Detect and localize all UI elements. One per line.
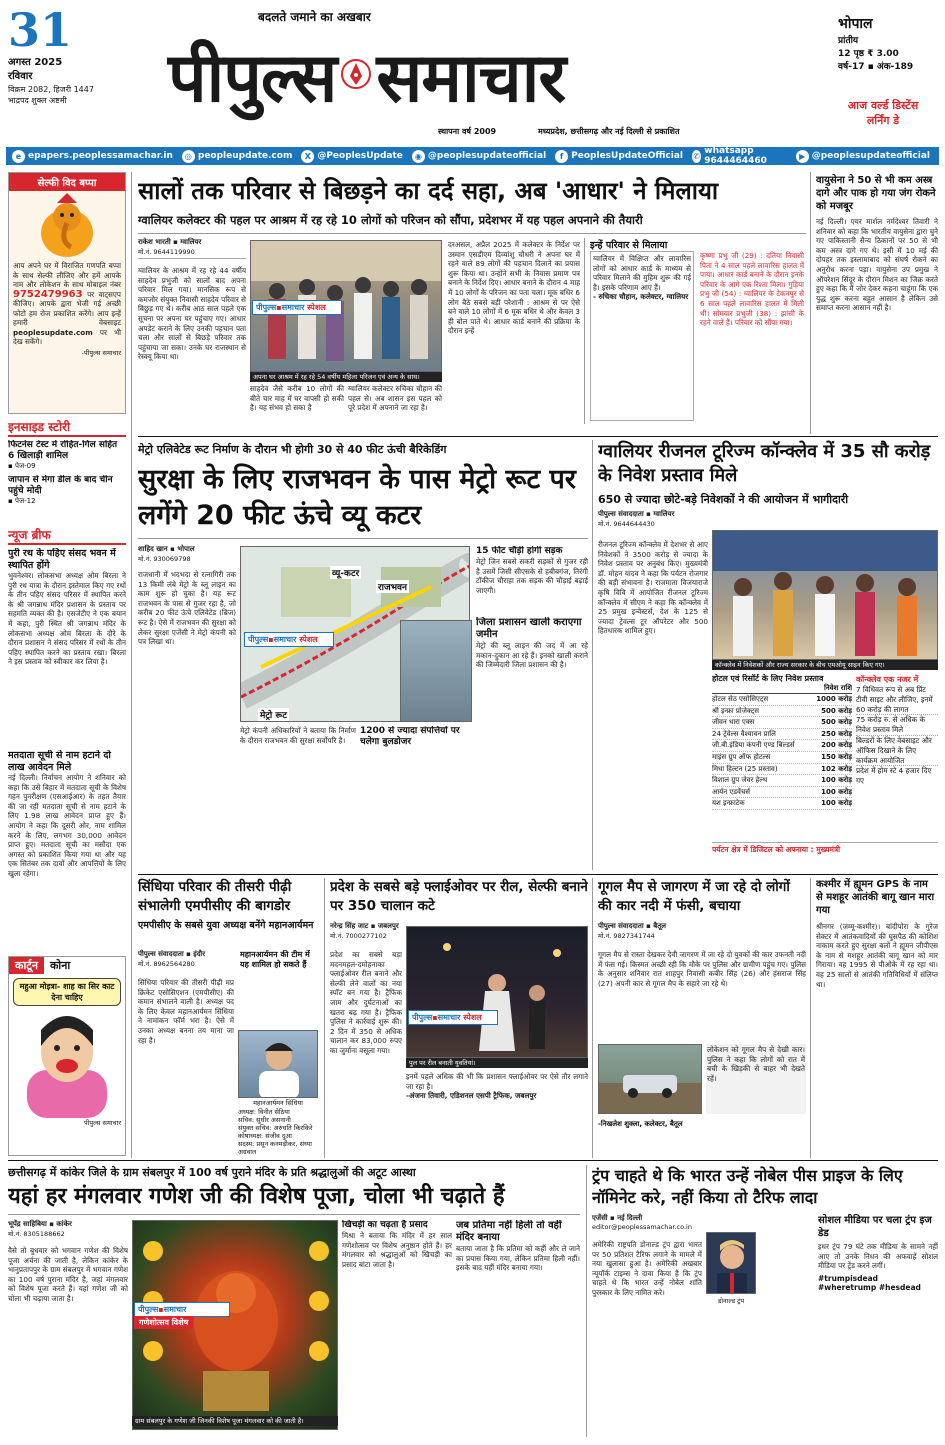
brief-item-title: पुरी रथ के पहिए संसद भवन में स्थापित होंगे <box>8 548 116 571</box>
investment-table-header: निवेश राशि <box>712 684 852 694</box>
google-byline-block <box>598 922 708 940</box>
ganesh-mobile: मो.नं. 8305188662 <box>8 1230 65 1238</box>
founded: स्थापना वर्ष 2009 <box>438 127 497 136</box>
metro-photo <box>400 620 472 722</box>
ganesh-kicker: छत्तीसगढ़ में कांकेर जिले के ग्राम संबलपुर में 100 वर्ष पुराने मंदिर के प्रति श्रद्धालुओं की अटूट आस्था <box>8 1166 416 1179</box>
ganesh-box <box>342 1220 452 1436</box>
social-item[interactable]: ▶ @peoplesupdateofficial <box>796 150 930 163</box>
promo-box <box>828 98 938 128</box>
ganesh-box-2-text: बताया जाता है कि प्रतिमा को कहीं और ले जाने का प्रयास किया गया, लेकिन प्रतिमा हिली नहीं। इसके बाद यहीं मंदिर बनाया गया। <box>456 1244 580 1273</box>
whatsapp-icon: ✆ <box>693 151 700 161</box>
date-day: 31 <box>8 3 73 57</box>
lead-byline-block <box>138 238 246 259</box>
ganesh-box-text: मिश्रा ने बताया कि मंदिर में हर साल गणेशोत्सव पर विशेष अनुष्ठान होते हैं। हर मंगलवार को श्रद्धालुओं को खिचड़ी का प्रसाद बांटा जाता है। <box>342 1231 452 1269</box>
volume: वर्ष-17 ▪ अंक-189 <box>838 62 914 72</box>
social-item[interactable]: X @PeoplesUpdate <box>301 150 403 163</box>
insight-item-page: ▪ पेज-12 <box>8 497 36 505</box>
samvat: विक्रम 2082, हिजरी 1447 <box>8 85 94 94</box>
metro-special-tag: पीपुल्स▪समाचार स्पेशल <box>244 632 334 647</box>
list-item: सदस्य: प्रसून कनमड़ीकर, संध्या अग्रवाल <box>238 1140 312 1156</box>
social-item[interactable]: e epapers.peoplessamachar.in <box>12 150 173 163</box>
youtube-icon: ▶ <box>796 150 809 163</box>
edition-block <box>838 14 938 72</box>
weekday: रविवार <box>8 71 33 82</box>
cartoon-bubble: महुआ मोइत्रा- शाह का सिर काट देना चाहिए <box>13 978 121 1006</box>
metro-bulldozer-block <box>360 726 470 860</box>
scindia-headline: सिंधिया परिवार की तीसरी पीढ़ी संभालेगी एमपीसीए की बागडोर <box>138 879 292 914</box>
reel-credit: -अंजना तिवारी, एडिशनल एसपी ट्रैफिक, जबलपुर <box>406 1091 537 1101</box>
investment-table-title: होटल एवं रिसॉर्ट के लिए निवेश प्रस्ताव <box>712 674 824 683</box>
x-icon: X <box>301 150 314 163</box>
tithi: भाद्रपद शुक्ल अष्टमी <box>8 96 67 105</box>
list-item: प्रदेश में होम स्टे 4 हजार दिए गए <box>856 766 932 786</box>
table-row: यश इन्फ्राटेक 100 करोड़ <box>712 798 852 810</box>
ganesh-text: वैसे तो बुधवार को भगवान गणेश की विशेष पूजा अर्चना की जाती है, लेकिन कांकेर के भानुप्रतापपुर के ग्राम संबलपुर में भगवान गणेश का 100 वर्ष पुराना मंदिर है, जहां मंगलवार को विशेष पूजा करते हैं। यहां गणेश जी को चोला भी चढ़ाया जाता है। <box>8 1246 128 1303</box>
trump-side <box>818 1214 938 1436</box>
lead-col1c: ग्वालियर कलेक्टर रुचिका चौहान की पहल से। अब शासन इस पहल को पूरे प्रदेश में अपनाने जा रहा है। <box>348 384 442 413</box>
social-item[interactable]: ✆ whatsapp 9644464460 <box>693 147 767 165</box>
map-label-rajbhavan: राजभवन <box>376 580 409 593</box>
lead-sidebar <box>590 238 806 424</box>
news-brief <box>8 526 126 946</box>
lead-subhead: ग्वालियर कलेक्टर की पहल पर आश्रम में रह रहे 10 लोगों को परिजन को सौंपा, प्रदेशभर में यह पहल अपनाने की तैयारी <box>138 213 643 227</box>
ganesh-illustration <box>9 191 125 261</box>
selfie-text: आप अपने घर में विराजित गणपति बप्पा के साथ सेल्फी लीजिए और हमें आपके नाम और लोकेशन के साथ मोबाइल नंबर 9752479963 पर वाट्सएप कीजिए। आपके द्वारा भेजी गई अच्छी फोटो हम रोज प्रकाशित करेंगे। आप इन्हें हमारी वेबसाइट peoplesupdate.com पर भी देख सकेंगे। <box>13 261 121 346</box>
list-item: अध्यक्ष: विनीत सेठिया <box>238 1108 290 1116</box>
tagline: बदलते जमाने का अखबार <box>258 10 371 24</box>
metro-side-text-2: मेट्रो की ब्लू लाइन की जद में आ रहे मकान-दुकान आ रहे हैं। इनको खाली कराने की जिम्मेदारी जिला प्रशासन की है। <box>476 641 588 670</box>
scindia-box <box>240 950 318 1030</box>
lead-col2: दरअसल, अप्रैल 2025 में कलेक्टर के निर्देश पर उस्मान एसडीएम दिव्यांशु चौधरी ने अपना घर में रहने वाले 89 लोगों की पहचान दिलाने का प्रयास शुरू किया था। उन्होंने सभी के निवास प्रमाण पत्र बनाने के निर्देश दिए। आधार बनाने के दौरान 4 माह में 10 लोगों के परिजन का पता चला। मूक बधिर 6 लोग बैठे सबसे बड़ी परेशानी : आश्रम से पर ऐसे बने वाले 10 लोगों में 6 मूक बधिर थे और केवल 3 ही बोल पाते थे। आधार कार्ड बनाने की प्रक्रिया के दौरान इन्हें <box>448 240 580 336</box>
social-item[interactable]: f PeoplesUpdateOfficial <box>555 150 683 163</box>
google-text: गूगल मैप से रास्ता देखकर देवी जागरण में जा रहे दो युवकों की कार उफनती नदी में फंस गई। किस्मत अच्छी रही कि मौके पर पुलिस और ग्रामीण पहुंच गए। पुलिस के अनुसार शनिवार रात शाहपुर निवासी कबीर सिंह (26) और हंसराज सिंह (27) अपनी कार से गूगल मैप के सहारे जा रहे थे। <box>598 950 806 988</box>
insight-item-title[interactable]: फिटनेस टेस्ट में रोहित-गिल सहित 6 खिलाड़ी शामिल <box>8 440 118 461</box>
cartoon-credit: पीपुल्स समाचार <box>84 1119 121 1127</box>
trump-email: editor@peoplessamachar.co.in <box>592 1223 692 1231</box>
promo-line-1: आज वर्ल्ड डिस्टेंस <box>847 99 919 112</box>
tourism-byline-block <box>598 510 718 528</box>
lead-mobile: मो.नं. 9644119990 <box>138 247 246 259</box>
list-item: संयुक्त सचिव: अरुंधति किरकिरे <box>238 1124 313 1132</box>
reel-text-2: इनमें पहले अधिक की भी कि प्रशासन फ्लाईओवर पर ऐसे तौर लगाने जा रहा है। -अंजना तिवारी, एडिशनल एसपी ट्रैफिक, जबलपुर <box>406 1072 588 1101</box>
metro-byline-block <box>138 545 236 563</box>
ganesh-box-2 <box>456 1220 580 1436</box>
trump-headline: ट्रंप चाहते थे कि भारत उन्हें नोबेल पीस प्राइज के लिए नॉमिनेट करे, नहीं किया तो टैरिफ लादा <box>592 1166 903 1207</box>
selfie-title: सेल्फी विद बप्पा <box>9 173 125 191</box>
investment-table <box>712 674 852 840</box>
tourism-photo <box>712 530 938 660</box>
reel-byline: नरेन्द्र सिंह जाट ▪ जबलपुर <box>330 922 399 930</box>
list-item: 7 विधिवत रूप से अब प्रिंट टीवी साइट और लीजिए, इनमें 60 करोड़ की लागत <box>856 685 938 715</box>
metro-side-title-2: जिला प्रशासन खाली कराएगा जमीन <box>476 617 582 640</box>
selfie-site: peoplesupdate.com <box>13 327 93 337</box>
cartoon-corner: कोना <box>49 959 71 972</box>
brief-item-text: नई दिल्ली। निर्वाचन आयोग ने शनिवार को कहा कि उसे बिहार में मतदाता सूची के विशेष गहन पुनरीक्षण (एसआईआर) के तहत तैयार की जा रही मतदाता सूची से नाम हटाने के लिए 1.98 लाख आवेदन प्राप्त हुए हैं। आयोग ने कहा कि दूसरी ओर, नाम शामिल करने के लिए, लगभग 30,000 आवेदन प्राप्त हुए। मतदाता सूची का मसौदा एक अगस्त को प्रकाशित किया गया था और यह एक सितंबर तक दावों और आपत्तियों के लिए खुला रहेगा। <box>8 773 126 878</box>
date-block <box>8 3 128 126</box>
cartoon-illustration <box>9 1006 125 1118</box>
date-month: अगस्त 2025 <box>8 57 63 68</box>
social-item[interactable]: ◎ peopleupdate.com <box>182 150 292 163</box>
reel-headline: प्रदेश के सबसे बड़े फ्लाईओवर पर रील, सेल्फी बनाने पर 350 चालान कटे <box>330 879 588 914</box>
metro-bulldozer-title: 1200 से ज्यादा संपत्तियों पर चलेगा बुलडोजर <box>360 726 460 747</box>
cartoon-box <box>8 956 126 1156</box>
metro-side <box>476 546 588 870</box>
tourism-photo-caption: कॉन्क्लेव में निवेशकों और राज्य सरकार के बीच एमओयू साइन किए गए। <box>712 660 938 670</box>
trump-byline-block <box>592 1214 712 1231</box>
reel-special-tag: पीपुल्स▪समाचार स्पेशल <box>408 1010 498 1025</box>
trump-text: अमेरिकी राष्ट्रपति डोनाल्ड ट्रंप द्वारा भारत पर 50 प्रतिशत टैरिफ लगाने के मामले में नया खुलासा हुआ है। अमेरिकी अखबार न्यूयॉर्क टाइम्स ने दावा किया है कि ट्रंप चाहते थे कि भारत उन्हें नोबेल शांति पुरस्कार के लिए नामित करे। <box>592 1240 702 1297</box>
tourism-mobile: मो.नं. 9644644430 <box>598 520 655 528</box>
scindia-text: सिंधिया परिवार की तीसरी पीढ़ी मप्र क्रिकेट एसोसिएशन (एमपीसीए) की कमान संभालने वाली है। अध्यक्ष पद के लिए केवल महानआर्यमन सिंधिया ने नामांकन फॉर्म भरा है। ऐसे में उनका अध्यक्ष बनना तय माना जा रहा है। <box>138 978 234 1045</box>
lead-sidebar-title: इन्हें परिवार से मिलाया <box>590 240 668 251</box>
google-headline: गूगल मैप से जागरण में जा रहे दो लोगों की कार नदी में फंसी, बचाया <box>598 879 790 914</box>
ganesh-box-2-title: जब प्रतिमा नहीं हिली तो वहीं मंदिर बनाया <box>456 1220 562 1243</box>
scindia-photo-caption: महानआर्यमन सिंधिया <box>253 1099 303 1107</box>
insight-box <box>8 418 126 522</box>
google-byline: पीपुल्स संवाददाता ▪ बैतूल <box>598 922 667 930</box>
table-row: आर्यन एडवेंचर्स 100 करोड़ <box>712 787 852 799</box>
scindia-team-list <box>238 1108 318 1158</box>
lead-col1b: साहदेव जैसे करीब 10 लोगों की बीते चार माह में घर वापसी हो सकी है। यह संभव हो सका है <box>250 384 344 413</box>
table-row: श्री इन्फ्रा प्रोजेक्ट्स 500 करोड़ <box>712 706 852 718</box>
iaf-text: नई दिल्ली। एयर मार्शल नर्मदेश्वर तिवारी ने शनिवार को कहा कि भारतीय वायुसेना द्वारा चुने गए पाकिस्तानी सैन्य ठिकानों पर 50 से भी कम अस्त्र दागे गए थे। इसी में 10 मई की दोपहर तक इस्लामाबाद को संघर्ष रोकने का अनुरोध करना पड़ा। वायुसेना उप प्रमुख ने ऑपरेशन सिंदूर के दौरान मिशन का जिक्र करते हुए कहा कि मैं जोर देकर कहना चाहूंगा कि एक युद्ध शुरू करना बहुत आसान है लेकिन उसे समाप्त करना आसान नहीं है। <box>816 217 938 313</box>
tourism-note: पर्यटन क्षेत्र में डिजिटल को अपनाया : मुख्यमंत्री <box>712 842 938 855</box>
published-regions: मध्यप्रदेश, छत्तीसगढ़ और नई दिल्ली से प्रकाशित <box>538 127 680 136</box>
insight-item-title[interactable]: जापान से मेगा डील के बाद चीन पहुंचे मोदी <box>8 475 113 496</box>
logo-text-left: पीपुल्स <box>168 38 337 118</box>
metro-text: राजधानी में भदभदा से रत्नागिरी तक 13 किमी लंबे मेट्रो के ब्लू लाइन का काम शुरू हो चुका है। यह रूट राजभवन के पास से गुजर रहा है, जो करीब 20 फीट ऊंचे एलिवेटेड (ब्रिज) रूट है। ऐसे में राजभवन की सुरक्षा को लेकर सुरक्षा एजेंसी ने मेट्रो कंपनी को पत्र लिखा था। <box>138 570 236 647</box>
trump-hashtags: #trumpisdead #wheretrump #hesdead <box>818 1273 921 1292</box>
table-row: जी.बी.इंडिया कंपनी एण्ड बिल्डर्स 200 करोड़ <box>712 740 852 752</box>
scindia-byline-block <box>138 950 238 968</box>
map-label-viewcutter: व्यू-कटर <box>330 566 361 579</box>
ganesh-special-tag: पीपुल्स▪समाचार <box>134 1302 230 1317</box>
brief-item-title: मतदाता सूची से नाम हटाने दो लाख आवेदन मिले <box>8 750 111 773</box>
table-row: होटल सेठ एसोसिएट्स 1000 करोड़ <box>712 694 852 706</box>
metro-text-2: मेट्रो कंपनी अधिकारियों ने बताया कि निर्माण के दौरान राजभवन की सुरक्षा सर्वोपरि है। <box>240 726 356 745</box>
tourism-byline: पीपुल्स संवाददाता ▪ ग्वालियर <box>598 510 675 518</box>
trump-photo <box>706 1232 756 1294</box>
lead-col1: ग्वालियर के आश्रम में रह रहे 44 वर्षीय साहदेव प्रभुजी को सालों बाद अपना परिवार मिल गया। मानसिक रूप से कमजोर संयुक्त निवासी साहदेव परिवार से बिछुड़ गए थे। करीब आठ साल पहले एक सूचना पर अपना घर पहुंचाए गए। आधार अपडेट कराने के लिए उनकी पहचान पता चला और सालों से बिछड़े परिवार तक पहुंचाया जा सका। उनके घर राजस्थान से रेस्क्यू किया था। <box>138 266 246 362</box>
metro-headline: सुरक्षा के लिए राजभवन के पास मेट्रो रूट पर लगेंगे 20 फीट ऊंचे व्यू कटर <box>138 464 576 531</box>
edition: प्रांतीय <box>838 36 859 46</box>
table-row: विशाल ग्रुप जेवर हेल्थ 100 करोड़ <box>712 775 852 787</box>
reel-photo <box>406 926 588 1058</box>
scindia-byline: पीपुल्स संवाददाता ▪ इंदौर <box>138 950 206 958</box>
globe-icon: ◎ <box>182 150 195 163</box>
trump-text-2 <box>760 1240 814 1436</box>
conclave-glance-title: कॉन्क्लेव एक नजर में <box>856 675 919 684</box>
epaper-icon: e <box>12 150 25 163</box>
metro-mobile: मो.नं. 930069798 <box>138 555 191 563</box>
metro-byline: शाहिद खान ▪ भोपाल <box>138 545 195 553</box>
trump-side-text: इधर ट्रंप 79 घंटे तक मीडिया के सामने नहीं आए तो उनके निधन की अफवाहें सोशल मीडिया पर ट्रेंड करने लगीं। <box>818 1242 938 1271</box>
selfie-box <box>8 172 126 414</box>
lead-sidebar-note: ग्वालियर में विक्षिप्त और लावारिस लोगों को आधार कार्ड के माध्यम से परिवार मिलाने की मुहिम शुरू की गई है। इसके परिणाम आए हैं। - रुचिका चौहान, कलेक्टर, ग्वालियर <box>590 251 694 421</box>
lead-sidebar-list: कृष्णा प्रभु जी (29) : दतिया निवासी पिता ने 4 साल पहले लावारिस हालत में पाया। आधार कार्ड बनाने के दौरान इनके परिवार के आगे एक रिश्ता मिला। गुड़िया प्रभु जी (54) : ग्वालियर के टेकनपुर से 6 साल पहले लावारिस हालत में मिली थी। सोमवार प्रभुजी (38) : झांसी के रहने वाले हैं। परिवार को सौंपा गया। <box>700 251 804 328</box>
map-label-route: मेट्रो रूट <box>258 708 289 721</box>
metro-kicker: मेट्रो एलिवेटेड रूट निर्माण के दौरान भी होगी 30 से 40 फीट ऊंची बैरिकेडिंग <box>138 443 447 456</box>
list-item: कोषाध्यक्ष: संजीव दुआ <box>238 1132 292 1140</box>
scindia-mobile: मो.नं. 8962564280 <box>138 960 195 968</box>
scindia-subhead: एमपीसीए के सबसे युवा अध्यक्ष बनेंगे महानआर्यमन <box>138 920 314 931</box>
list-item: बिल्डरों के लिए वेबसाइट और ऑफिस दिखाने के लिए कार्यक्रम आयोजित <box>856 736 938 766</box>
trump-photo-caption: डोनाल्ड ट्रंप <box>717 1297 745 1305</box>
metro-side-text: मेट्रो जिन सबसे सकरी सड़कों से गुजर रही है उसमें जिसी सीएसके से हबीबगंज, तिरंगी टॉकीज चौराहा तक सड़क की चौड़ाई बढ़ाई जाएगी। <box>476 557 588 595</box>
scindia-box-title: महानआर्यमन की टीम में यह शामिल हो सकते हैं <box>240 950 310 969</box>
reel-mobile: मो.नं. 7000277102 <box>330 932 387 940</box>
reel-photo-caption: पुल पर रील बनाती युवतियां। <box>406 1058 588 1068</box>
lead-photo-tag: पीपुल्स▪समाचार स्पेशल <box>252 300 342 315</box>
social-item[interactable]: ◉ @peoplesupdateofficial <box>412 150 546 163</box>
brief-item-text: भुवनेश्वर। लोकसभा अध्यक्ष ओम बिरला ने पुरी रथ यात्रा के दौरान इस्तेमाल किए गए रथों के तीन पहिए संसद परिसर में स्थापित करने के श्री जगन्नाथ मंदिर प्रशासन के प्रस्ताव पर सहमति व्यक्त की है। एसजेटीए ने एक बयान में कहा, पुरी स्थित श्री जगन्नाथ मंदिर के लोकसभा अध्यक्ष ओम बिरला के दौरे के दौरान प्रशासन ने संसद परिसर में रथों के तीन पहिए स्थापित करने का प्रस्ताव रखा। बिरला ने इस प्रस्ताव को स्वीकार कर लिया है। <box>8 571 126 667</box>
tourism-headline: ग्वालियर रीजनल टूरिज्म कॉन्क्लेव में 35 सौ करोड़ के निवेश प्रस्ताव मिले <box>598 441 931 486</box>
scindia-photo <box>238 1030 318 1098</box>
google-mobile: मो.नं. 9827341744 <box>598 932 655 940</box>
pages-price: 12 पृष्ठ ₹ 3.00 <box>838 49 899 59</box>
list-item: 75 करोड़ रु. से अधिक के निवेश प्रस्ताव मिले <box>856 715 938 736</box>
reel-text: प्रदेश का सबसे बड़ा मदनमहल-दमोहनाका फ्लाईओवर रील बनाने और सेल्फी लेने वालों का नया स्पॉट बन गया है। ट्रैफिक जाम और दुर्घटनाओं का खतरा बढ़ गया है। ट्रैफिक पुलिस ने कार्रवाई शुरू की। 2 दिन में 350 से अधिक चालान कर 83,000 रुपए का जुर्माना वसूला गया। <box>330 950 402 1055</box>
kashmir-headline: कश्मीर में ह्यूमन GPS के नाम से मशहूर आतंकी बागू खान मारा गया <box>816 879 935 916</box>
tourism-text: रीजनल टूरिज्म कॉन्क्लेव में देशभर से आए निवेशकों ने 3500 करोड़ से ज्यादा के निवेश प्रस्ताव पर अनुबंध किए। मुख्यमंत्री डॉ. मोहन यादव ने कहा कि पर्यटन रोजगार की बड़ी संभावना है। राजमाता विजयाराजे कृषि विवि में आयोजित रीजनल टूरिज्म कॉन्क्लेव में सीएम ने कहा कि कॉन्क्लेव में 25 प्रमुख इन्वेस्टर्स, देश के 125 से ज्यादा ट्रेवल्स टूर ऑपरेटर और 500 हितधारक शामिल हुए। <box>598 540 708 636</box>
google-photo <box>598 1044 702 1114</box>
kashmir-text: श्रीनगर (जम्मू-कश्मीर)। बांदीपोरा के गुरेज सेक्टर में आतंकवादियों की घुसपैठ की कोशिश नाकाम करते हुए सुरक्षा बलों ने ह्यूमन जीपीएस के नाम से मशहूर आतंकी बागू खान को मार गिराया। वह 1995 से पीओके में रह रहा था। वह 25 सालों से आतंकी गतिविधियों में संलिप्त था। <box>816 922 938 989</box>
city: भोपाल <box>838 16 873 32</box>
logo <box>168 18 808 130</box>
social-bar <box>6 147 939 165</box>
lead-byline: राकेश भारती ▪ ग्वालियर <box>138 238 202 246</box>
ganesh-byline-block <box>8 1220 128 1238</box>
table-row: मिधा हिल्टन (25 प्रस्ताव) 102 करोड़ <box>712 764 852 776</box>
selfie-credit: -पीपुल्स समाचार <box>81 348 121 357</box>
table-row: 24 ट्रेवेल्स वैश्यावन प्रालि 250 करोड़ <box>712 729 852 741</box>
selfie-phone: 9752479963 <box>13 288 83 300</box>
google-photo-caption: लोकेशन को गूगल मैप से देखी कार। पुलिस ने कहा कि लोगों को रात में बची के खिड़की से बाहर भी देखते रहें। <box>706 1044 806 1114</box>
iaf-story <box>816 174 938 432</box>
facebook-icon: f <box>555 150 568 163</box>
list-item: सचिव: सुधीर असनानी <box>238 1116 291 1124</box>
google-credit: -निखलेश शुक्ला, कलेक्टर, बैतूल <box>598 1120 683 1128</box>
ganesh-box-title: खिचड़ी का चढ़ता है प्रसाद <box>342 1220 428 1230</box>
lead-sidebar-credit: - रुचिका चौहान, कलेक्टर, ग्वालियर <box>593 292 689 302</box>
brief-heading: न्यूज ब्रीफ <box>8 526 126 545</box>
logo-text-right: समाचार <box>376 38 566 118</box>
promo-line-2: लर्निंग डे <box>866 114 900 127</box>
pen-nib-icon <box>340 58 372 90</box>
table-row: माइंस ग्रुप ऑफ होटल्स 150 करोड़ <box>712 752 852 764</box>
trump-byline: एजेंसी ▪ नई दिल्ली <box>592 1214 643 1222</box>
ganesh-byline: भूपेंद्र साहिबिया ▪ कांकेर <box>8 1220 72 1228</box>
ganesh-photo-caption: ग्राम संबलपुर के गणेश जी जिनकी विशेष पूजा मंगलवार को की जाती है। <box>132 1416 338 1426</box>
lead-headline: सालों तक परिवार से बिछड़ने का दर्द सहा, अब 'आधार' ने मिलाया <box>138 177 719 205</box>
ganesh-tag: गणेशोत्सव विशेष <box>134 1316 193 1329</box>
metro-side-title: 15 फीट चौड़ी होगी सड़क <box>476 546 563 556</box>
ganesh-headline: यहां हर मंगलवार गणेश जी की विशेष पूजा, चोला भी चढ़ाते हैं <box>8 1184 505 1209</box>
instagram-icon: ◉ <box>412 150 425 163</box>
tourism-subhead: 650 से ज्यादा छोटे-बड़े निवेशकों ने की आयोजन में भागीदारी <box>598 493 849 506</box>
insight-heading: इनसाइड स्टोरी <box>8 418 126 437</box>
conclave-glance <box>856 674 938 840</box>
trump-side-title: सोशल मीडिया पर चला ट्रंप इज डेड <box>818 1215 932 1239</box>
table-row: जीवन धारा एक्स 500 करोड़ <box>712 717 852 729</box>
lead-photo-caption: अपना घर आश्रम में रह रहे 54 वर्षीय महिला परिजन एवं अन्य के साथ। <box>250 372 442 382</box>
iaf-headline: वायुसेना ने 50 से भी कम अस्त्र दागे और पाक हो गया जंग रोकने को मजबूर <box>816 175 936 212</box>
cartoon-label: कार्टून <box>9 957 44 974</box>
insight-item-page: ▪ पेज-09 <box>8 462 36 470</box>
